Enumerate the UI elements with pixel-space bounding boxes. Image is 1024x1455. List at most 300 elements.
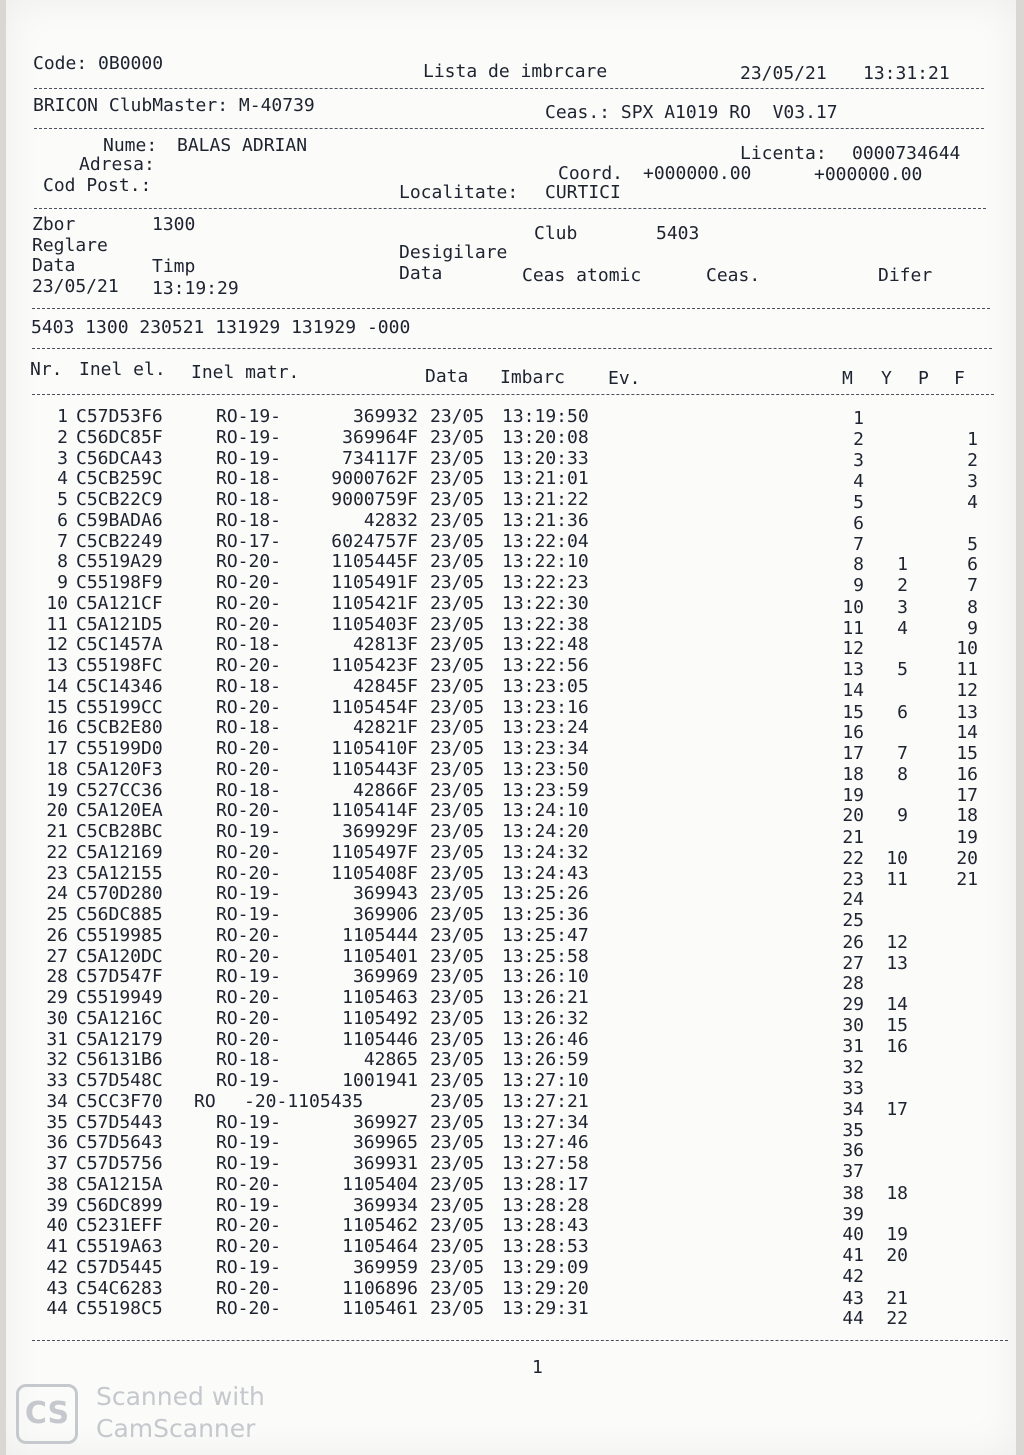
electronic-ring: C56DCA43 [76,447,163,469]
arrival-date: 23/05 [430,758,485,780]
desigilare-data-label: Data [399,263,443,284]
table-row [6,1070,1016,1099]
arrival-date: 23/05 [430,904,485,925]
ring-number: 42832 [363,509,418,531]
arrival-date: 23/05 [430,800,485,822]
electronic-ring: C5519949 [76,987,163,1008]
electronic-ring: C5519A29 [76,551,163,573]
table-row [6,717,1016,744]
arrival-time: 13:24:10 [502,800,589,822]
ring-prefix: RO-19- [216,1194,282,1216]
ring-prefix: RO-19- [216,426,282,448]
electronic-ring: C5CB259C [76,468,163,490]
arrival-time: 13:20:33 [502,447,589,469]
rank-y: 13 [886,952,908,974]
ring-prefix: RO-18- [216,675,282,697]
rank-m: 12 [842,638,864,660]
print-time: 13:31:21 [863,63,950,84]
row-number: 22 [46,841,68,863]
ring-number: 369959 [352,1256,418,1278]
ring-prefix: RO-20- [216,841,282,863]
rank-m: 34 [842,1098,864,1120]
arrival-date: 23/05 [430,1277,485,1299]
table-row [6,551,1016,576]
table-row [6,1215,1016,1246]
row-number: 1 [57,406,68,427]
ring-prefix: RO-19- [216,1070,282,1091]
ring-number: 1105403F [331,613,418,635]
ring-number: 369934 [352,1194,418,1216]
table-row [6,655,1016,680]
rank-m: 23 [842,868,864,890]
rank-m: 21 [842,827,864,848]
table-row [6,448,1016,469]
rank-y: 4 [897,617,908,639]
electronic-ring: C5C14346 [76,675,163,697]
row-number: 42 [46,1256,68,1278]
arrival-time: 13:26:10 [502,966,589,988]
arrival-time: 13:21:22 [502,489,589,510]
table-row [6,1028,1016,1057]
row-number: 21 [46,821,68,842]
electronic-ring: C5CB2E80 [76,717,163,739]
rank-m: 15 [842,701,864,723]
rank-y: 9 [897,805,908,827]
ring-number: 1105414F [331,800,418,822]
ring-prefix: RO-19- [216,447,282,469]
rank-f: 16 [956,763,978,785]
table-row [6,987,1016,1015]
arrival-time: 13:23:16 [502,696,589,718]
ring-number: 42866F [352,779,418,801]
ring-number: 1105421F [331,592,418,614]
arrival-time: 13:27:58 [502,1153,589,1174]
col-data: Data [425,366,469,387]
rank-f: 7 [967,575,978,596]
row-number: 13 [46,655,68,676]
ring-prefix: RO-20- [216,592,282,614]
electronic-ring: C59BADA6 [76,509,163,531]
electronic-ring: C5CB28BC [76,821,163,842]
ring-prefix: RO-19- [216,406,282,427]
arrival-time: 13:25:26 [502,883,589,905]
row-number: 40 [46,1215,68,1237]
ring-prefix: RO-19- [216,1111,282,1133]
row-number: 9 [57,572,68,593]
ring-prefix: RO-20- [216,613,282,635]
ceas-label: Ceas. [706,265,761,286]
ring-prefix: RO-19- [216,904,282,925]
arrival-time: 13:27:21 [502,1090,589,1112]
rank-m: 35 [842,1119,864,1141]
table-row [6,1111,1016,1141]
ring-number: 369965 [352,1132,418,1154]
table-row [6,1090,1016,1120]
rank-m: 14 [842,679,864,701]
ring-number: 1105443F [331,758,418,780]
electronic-ring: C55199CC [76,696,163,718]
rank-y: 17 [886,1098,908,1120]
reglare-date: 23/05/21 [32,276,119,297]
table-row [6,800,1016,827]
rank-y: 3 [897,596,908,618]
row-number: 14 [46,675,68,697]
arrival-date: 23/05 [430,841,485,863]
table-row [6,779,1016,806]
arrival-date: 23/05 [430,530,485,552]
row-number: 41 [46,1236,68,1257]
arrival-time: 13:21:01 [502,468,589,490]
ring-prefix: RO-20- [216,1173,282,1195]
ring-prefix: RO-20- [216,758,282,780]
license-label: Licenta: [740,143,827,164]
ring-prefix: RO-19- [216,883,282,905]
arrival-time: 13:24:20 [502,821,589,842]
col-p: P [918,368,929,389]
arrival-time: 13:27:34 [502,1111,589,1133]
arrival-date: 23/05 [430,426,485,448]
difer-label: Difer [878,265,933,286]
arrival-time: 13:22:04 [502,530,589,552]
ring-number: 1105404 [342,1173,418,1195]
electronic-ring: C55198F9 [76,572,163,593]
arrival-date: 23/05 [430,551,485,573]
ring-number: 369932 [352,406,418,427]
arrival-time: 13:29:09 [502,1256,589,1278]
rank-f: 19 [956,827,978,848]
table-row [6,821,1016,848]
table-row [6,1256,1016,1287]
ring-prefix: RO-20- [216,987,282,1008]
arrival-time: 13:23:05 [502,675,589,697]
rank-m: 33 [842,1078,864,1099]
electronic-ring: C5A12179 [76,1028,163,1050]
arrival-time: 13:22:56 [502,655,589,676]
ring-prefix: RO-18- [216,634,282,656]
ring-prefix: RO-20- [216,1236,282,1257]
arrival-date: 23/05 [430,634,485,656]
ring-number: 1105464 [342,1236,418,1257]
row-number: 37 [46,1153,68,1174]
electronic-ring: C57D547F [76,966,163,988]
zbor-label: Zbor [32,214,76,235]
rank-m: 19 [842,784,864,806]
electronic-ring: C57D53F6 [76,406,163,427]
rank-y: 8 [897,763,908,785]
ring-number: 1105445F [331,551,418,573]
arrival-date: 23/05 [430,1236,485,1257]
table-row [6,924,1016,953]
arrival-time: 13:23:34 [502,738,589,759]
rank-m: 31 [842,1035,864,1057]
col-y: Y [881,368,892,389]
electronic-ring: C55199D0 [76,738,163,759]
arrival-time: 13:25:47 [502,924,589,946]
rank-m: 7 [853,533,864,555]
ring-number: 1105408F [331,862,418,884]
col-nr: Nr. [30,359,63,380]
table-row [6,572,1016,596]
ring-number: 369927 [352,1111,418,1133]
arrival-date: 23/05 [430,987,485,1008]
ring-prefix: RO-20- [216,1277,282,1299]
table-row [6,904,1016,931]
rank-f: 11 [956,659,978,680]
divider [32,348,992,349]
ring-number: 42845F [352,675,418,697]
ring-number: 42813F [352,634,418,656]
rank-f: 8 [967,596,978,618]
arrival-time: 13:26:32 [502,1007,589,1029]
rank-m: 43 [842,1287,864,1309]
ring-number: 369906 [352,904,418,925]
table-row [6,489,1016,513]
rank-m: 9 [853,575,864,596]
ring-prefix: RO-20- [216,800,282,822]
rank-m: 29 [842,994,864,1015]
arrival-time: 13:27:46 [502,1132,589,1154]
rank-m: 41 [842,1245,864,1266]
ring-prefix: RO-20- [216,1007,282,1029]
rank-m: 5 [853,492,864,513]
rank-m: 10 [842,596,864,618]
electronic-ring: C5A1215A [76,1173,163,1195]
table-row [6,592,1016,618]
row-number: 12 [46,634,68,656]
table-row [6,945,1016,974]
ring-number: 1105463 [342,987,418,1008]
arrival-time: 13:21:36 [502,509,589,531]
row-number: 23 [46,862,68,884]
ring-prefix: RO [194,1090,216,1112]
table-row [6,966,1016,995]
postcode-label: Cod Post.: [43,175,152,196]
ring-prefix: RO-18- [216,779,282,801]
arrival-time: 13:22:30 [502,592,589,614]
ring-prefix: RO-20- [216,1215,282,1237]
device-label: BRICON ClubMaster: M-40739 [33,95,315,116]
rank-m: 25 [842,910,864,931]
arrival-date: 23/05 [430,945,485,967]
name-label: Nume: [103,135,158,156]
ring-number: 1105410F [331,738,418,759]
electronic-ring: C57D5443 [76,1111,163,1133]
table-row [6,1007,1016,1036]
electronic-ring: C5A1216C [76,1007,163,1029]
divider [32,1340,1008,1341]
ring-prefix: RO-19- [216,1256,282,1278]
electronic-ring: C56DC85F [76,426,163,448]
arrival-date: 23/05 [430,468,485,490]
electronic-ring: C56131B6 [76,1049,163,1071]
ring-prefix: RO-20- [216,1028,282,1050]
rank-f: 13 [956,701,978,723]
rank-y: 12 [886,931,908,953]
divider [34,128,984,129]
row-number: 2 [57,426,68,448]
table-row [6,1236,1016,1266]
rank-f: 4 [967,492,978,513]
ring-prefix: RO-17- [216,530,282,552]
summary-line: 5403 1300 230521 131929 131929 -000 [31,317,411,338]
ring-prefix: RO-19- [216,821,282,842]
col-inel-matr: Inel matr. [191,362,300,383]
ring-number: 1105423F [331,655,418,676]
arrival-time: 13:22:38 [502,613,589,635]
page-number: 1 [532,1357,543,1378]
arrival-time: 13:23:24 [502,717,589,739]
rank-m: 26 [842,931,864,953]
ring-number: 1105491F [331,572,418,593]
arrival-time: 13:22:23 [502,572,589,593]
arrival-date: 23/05 [430,1173,485,1195]
arrival-date: 23/05 [430,1215,485,1237]
divider [34,88,984,89]
ring-number: -20-1105435 [244,1090,364,1112]
electronic-ring: C5A121D5 [76,613,163,635]
ring-number: 369929F [342,821,418,842]
ring-number: 1105461 [342,1298,418,1320]
divider [32,308,990,309]
ring-number: 369931 [352,1153,418,1174]
arrival-time: 13:22:10 [502,551,589,573]
electronic-ring: C57D5756 [76,1153,163,1174]
ring-prefix: RO-19- [216,966,282,988]
rank-f: 6 [967,554,978,576]
row-number: 28 [46,966,68,988]
rank-m: 37 [842,1161,864,1182]
reglare-data-label: Data [32,255,76,276]
rank-m: 40 [842,1224,864,1246]
code-label: Code: 0B0000 [33,53,164,74]
arrival-time: 13:29:20 [502,1277,589,1299]
arrival-time: 13:27:10 [502,1070,589,1091]
row-number: 39 [46,1194,68,1216]
rank-m: 3 [853,449,864,471]
arrival-date: 23/05 [430,613,485,635]
electronic-ring: C56DC899 [76,1194,163,1216]
electronic-ring: C570D280 [76,883,163,905]
rank-m: 28 [842,973,864,995]
electronic-ring: C5A120DC [76,945,163,967]
rank-y: 6 [897,701,908,723]
ring-number: 369964F [342,426,418,448]
electronic-ring: C527CC36 [76,779,163,801]
arrival-date: 23/05 [430,572,485,593]
row-number: 30 [46,1007,68,1029]
rank-m: 36 [842,1140,864,1162]
row-number: 5 [57,489,68,510]
rank-m: 38 [842,1182,864,1204]
table-row [6,883,1016,911]
rank-y: 21 [886,1287,908,1309]
ring-number: 369943 [352,883,418,905]
rank-f: 18 [956,805,978,827]
arrival-time: 13:25:36 [502,904,589,925]
arrival-time: 13:24:43 [502,862,589,884]
rank-f: 2 [967,449,978,471]
arrival-date: 23/05 [430,1194,485,1216]
arrival-date: 23/05 [430,862,485,884]
table-row [6,1132,1016,1162]
watermark-line2: CamScanner [96,1414,256,1443]
ring-number: 734117F [342,447,418,469]
ring-number: 1105444 [342,924,418,946]
electronic-ring: C57D5643 [76,1132,163,1154]
table-row [6,1194,1016,1225]
rank-f: 20 [956,847,978,869]
arrival-date: 23/05 [430,1132,485,1154]
arrival-date: 23/05 [430,1049,485,1071]
locality-label: Localitate: [399,182,519,203]
rank-y: 2 [897,575,908,596]
ring-number: 1105401 [342,945,418,967]
arrival-date: 23/05 [430,675,485,697]
rank-m: 1 [853,408,864,429]
address-label: Adresa: [79,154,155,175]
row-number: 7 [57,530,68,552]
arrival-date: 23/05 [430,1007,485,1029]
ring-number: 1001941 [342,1070,418,1091]
ring-number: 1105497F [331,841,418,863]
ring-prefix: RO-20- [216,924,282,946]
ring-prefix: RO-18- [216,1049,282,1071]
arrival-time: 13:25:58 [502,945,589,967]
table-row [6,758,1016,785]
col-ev: Ev. [608,368,641,389]
electronic-ring: C57D5445 [76,1256,163,1278]
rank-y: 1 [897,554,908,576]
clock-label: Ceas.: SPX A1019 RO V03.17 [545,102,838,123]
arrival-date: 23/05 [430,966,485,988]
rank-m: 4 [853,471,864,493]
ring-prefix: RO-20- [216,862,282,884]
rank-y: 15 [886,1014,908,1036]
ring-prefix: RO-20- [216,945,282,967]
arrival-date: 23/05 [430,1256,485,1278]
row-number: 27 [46,945,68,967]
rank-m: 44 [842,1308,864,1330]
arrival-date: 23/05 [430,883,485,905]
rank-y: 7 [897,743,908,764]
ring-number: 42865 [363,1049,418,1071]
arrival-time: 13:28:53 [502,1236,589,1257]
arrival-date: 23/05 [430,509,485,531]
rank-y: 22 [886,1308,908,1330]
ring-number: 9000759F [331,489,418,510]
rank-y: 10 [886,847,908,869]
rank-m: 13 [842,659,864,680]
reglare-timp-label: Timp [152,256,196,277]
row-number: 16 [46,717,68,739]
row-number: 36 [46,1132,68,1154]
row-number: 34 [46,1090,68,1112]
arrival-date: 23/05 [430,1153,485,1174]
table-row [6,530,1016,555]
table-row [6,675,1016,701]
rank-m: 20 [842,805,864,827]
electronic-ring: C5519A63 [76,1236,163,1257]
table-row [6,841,1016,869]
electronic-ring: C5A121CF [76,592,163,614]
rank-f: 12 [956,679,978,701]
electronic-ring: C55198C5 [76,1298,163,1320]
electronic-ring: C5CB22C9 [76,489,163,510]
divider [34,208,986,209]
rank-f: 14 [956,722,978,744]
rank-m: 11 [842,617,864,639]
rank-m: 39 [842,1203,864,1225]
